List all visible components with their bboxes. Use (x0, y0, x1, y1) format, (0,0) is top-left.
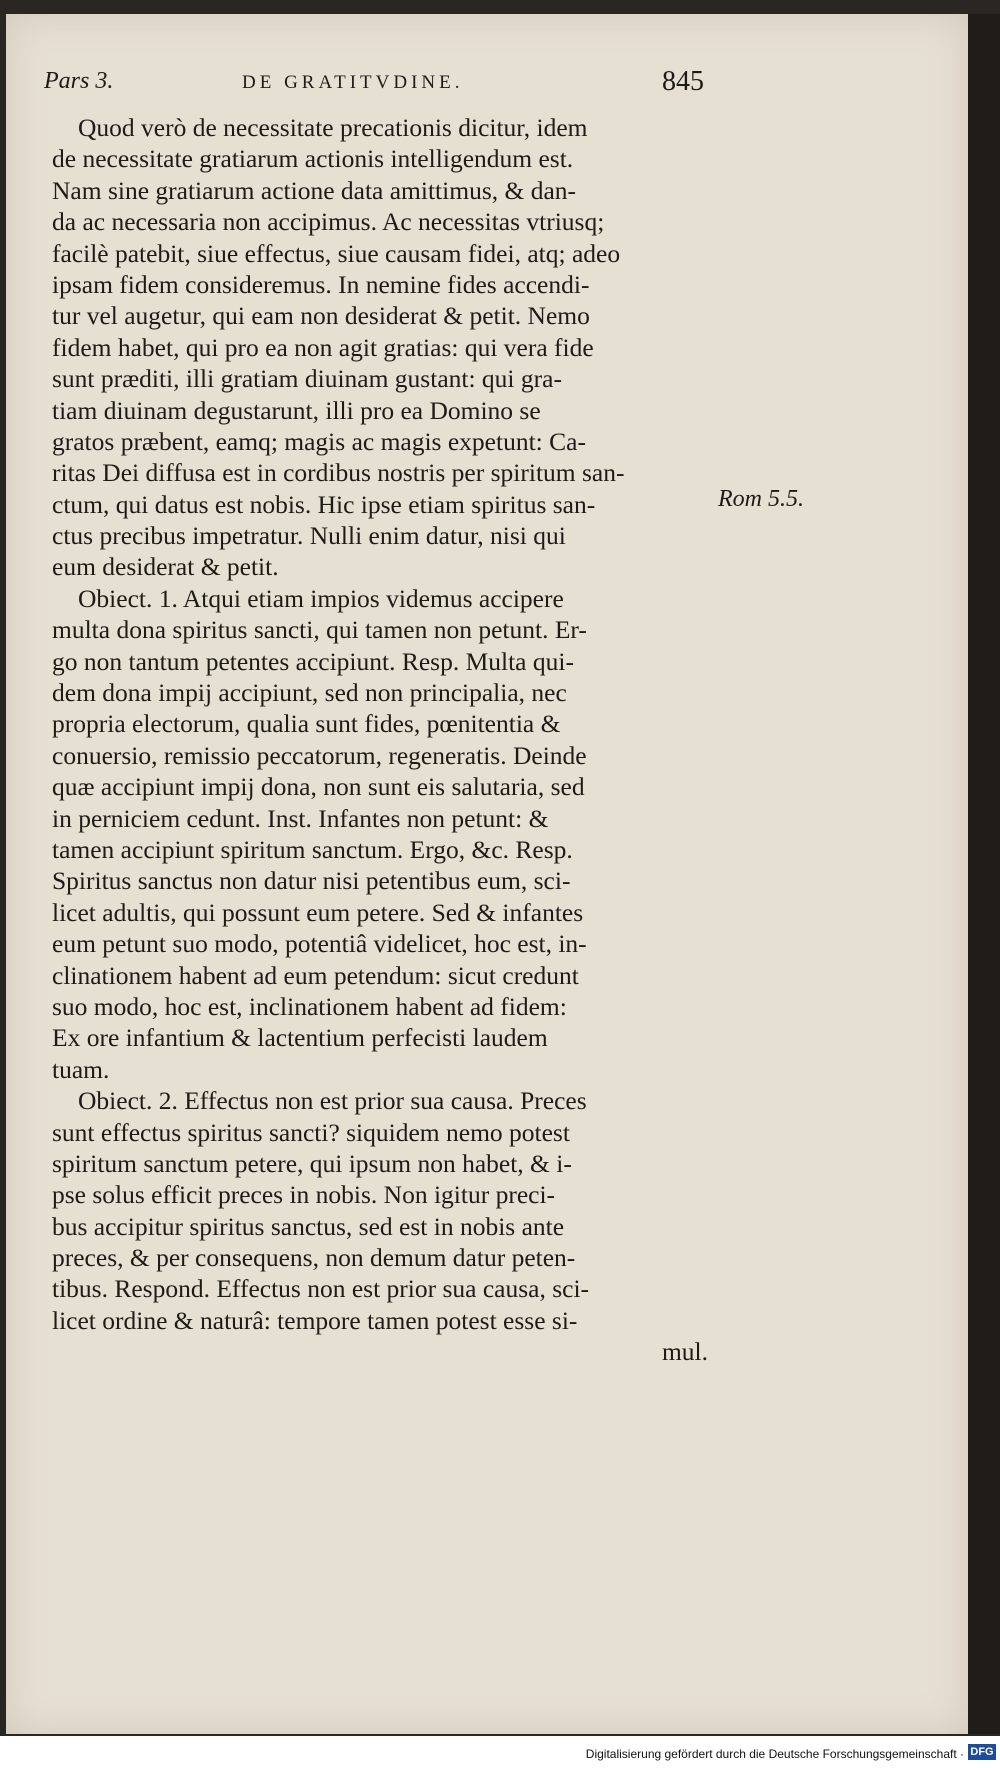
text-line: spiritum sanctum petere, qui ipsum non habet, & i- (52, 1148, 572, 1178)
text-line: facilè patebit, siue effectus, siue causam fidei, atq; adeo (52, 238, 621, 268)
text-line: eum petunt suo modo, potentiâ videlicet, hoc est, in- (52, 929, 587, 959)
text-line: propria electorum, qualia sunt fides, pœnitentia & (52, 709, 561, 739)
text-line: tamen accipiunt spiritum sanctum. Ergo, &c. Resp. (52, 834, 573, 864)
text-line: bus accipitur spiritus sanctus, sed est in nobis ante (52, 1211, 565, 1241)
dfg-logo: DFG (968, 1744, 996, 1760)
page-number: 845 (662, 66, 704, 97)
running-header (44, 68, 704, 102)
text-line: dem dona impij accipiunt, sed non principalia, nec (52, 678, 567, 708)
text-line: mul. (661, 1337, 708, 1367)
text-line: pse solus efficit preces in nobis. Non igitur preci- (52, 1180, 556, 1210)
text-line: in perniciem cedunt. Inst. Infantes non petunt: & (52, 803, 549, 833)
text-line: sunt præditi, illi gratiam diuinam gustant: qui gra- (52, 364, 562, 394)
text-line: ritas Dei diffusa est in cordibus nostris per spiritum san- (52, 458, 625, 488)
text-line: ctum, qui datus est nobis. Hic ipse etiam spiritus san- (52, 489, 596, 519)
text-line: licet ordine & naturâ: tempore tamen potest esse si- (52, 1305, 578, 1335)
scan-border (968, 14, 1000, 1734)
text-line: multa dona spiritus sancti, qui tamen non petunt. Er- (52, 615, 587, 645)
text-line: tuam. (52, 1054, 110, 1084)
text-line: tiam diuinam degustarunt, illi pro ea Domino se (52, 395, 541, 425)
margin-reference: Rom 5.5. (718, 486, 804, 512)
text-line: Obiect. 1. Atqui etiam impios videmus accipere (78, 583, 564, 613)
header-title: DE GRATITVDINE. (242, 72, 464, 93)
text-line: da ac necessaria non accipimus. Ac necessitas vtriusq; (52, 207, 605, 237)
text-line: ctus precibus impetratur. Nulli enim datur, nisi qui (52, 521, 566, 551)
text-line: tibus. Respond. Effectus non est prior sua causa, sci- (52, 1274, 590, 1304)
text-line: sunt effectus spiritus sancti? siquidem nemo potest (52, 1117, 570, 1147)
text-line: licet adultis, qui possunt eum petere. Sed & infantes (52, 897, 584, 927)
header-part: Pars 3. (44, 68, 114, 94)
text-line: tur vel augetur, qui eam non desiderat & petit. Nemo (52, 301, 590, 331)
text-line: fidem habet, qui pro ea non agit gratias: qui vera fide (52, 332, 594, 362)
text-line: go non tantum petentes accipiunt. Resp. Multa qui- (52, 646, 574, 676)
body-text (52, 112, 712, 1368)
text-line: Spiritus sanctus non datur nisi petentibus eum, sci- (52, 866, 571, 896)
text-line: clinationem habent ad eum petendum: sicut credunt (52, 960, 579, 990)
text-line: suo modo, hoc est, inclinationem habent ad fidem: (52, 991, 567, 1021)
text-line: ipsam fidem consideremus. In nemine fides accendi- (52, 269, 590, 299)
text-line: conuersio, remissio peccatorum, regeneratis. Deinde (52, 740, 587, 770)
text-line: gratos præbent, eamq; magis ac magis expetunt: Ca- (52, 426, 586, 456)
text-line: de necessitate gratiarum actionis intelligendum est. (52, 144, 574, 174)
text-line: Nam sine gratiarum actione data amittimus, & dan- (52, 175, 577, 205)
text-line: eum desiderat & petit. (52, 552, 279, 582)
text-line: Obiect. 2. Effectus non est prior sua causa. Preces (78, 1086, 587, 1116)
text-line: Quod verò de necessitate precationis dicitur, idem (78, 113, 588, 142)
text-line: preces, & per consequens, non demum datur peten- (52, 1243, 576, 1273)
text-line: Ex ore infantium & lactentium perfecisti laudem (52, 1023, 548, 1053)
funding-credit: Digitalisierung gefördert durch die Deutsche Forschungsgemeinschaft · (585, 1747, 964, 1761)
text-line: quæ accipiunt impij dona, non sunt eis salutaria, sed (52, 772, 585, 802)
